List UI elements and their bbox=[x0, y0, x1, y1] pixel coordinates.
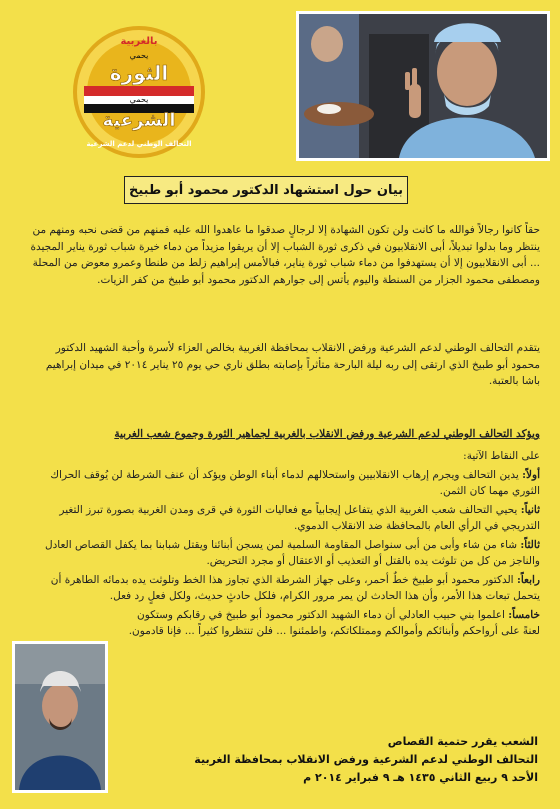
point-5 bbox=[28, 607, 540, 640]
point-2-label: ثانياً: bbox=[520, 503, 540, 516]
statement-title-box bbox=[124, 176, 408, 204]
paragraph-3 bbox=[28, 426, 540, 443]
paragraph-2: يتقدم التحالف الوطني لدعم الشرعية ورفض الانقلاب بمحافظة الغربية بخالص العزاء لأسرة وأحبة الشهيد الدكتور محمود أبو طبيخ الذي ارتقى إلى ربه ليلة البارحة متأثراً بإصابته بطلق ناري حي يوم ٢٥ يناير ٢٠١٤ في ميدان إبراهيم باشا بالعتبة. bbox=[45, 342, 540, 387]
points-list bbox=[28, 448, 540, 642]
logo-line2-small: يحمي bbox=[129, 95, 149, 104]
point-3 bbox=[28, 537, 540, 570]
signature-block bbox=[194, 733, 538, 787]
paragraph-3-text: ويؤكد التحالف الوطني لدعم الشرعية ورفض الانقلاب بالغربية لجماهير الثورة وجموع شعب الغربية bbox=[114, 428, 540, 440]
point-1-label: أولاً: bbox=[522, 468, 540, 481]
logo-ring-text: التحالف الوطني لدعم الشرعية bbox=[86, 140, 192, 148]
signature-line-1: الشعب يقرر حتمية القصاص bbox=[387, 735, 538, 748]
signature-date: الأحد ٩ ربيع الثاني ١٤٣٥ هـ ٩ فبراير ٢٠١٤ م bbox=[303, 771, 538, 784]
doctor-photo-top-image bbox=[299, 14, 547, 158]
point-4 bbox=[28, 572, 540, 605]
point-2 bbox=[28, 502, 540, 535]
point-2-text: يحيي التحالف شعب الغربية الذي يتفاعل إيجابياً مع فعاليات الثورة في قرى ومدن الغربية بصورة تبرز التغير التدريجي في الرأي العام بالمحافظة ضد الانقلاب الدموي. bbox=[59, 503, 540, 532]
point-5-label: خامساً: bbox=[508, 608, 540, 621]
points-intro: على النقاط الآتية: bbox=[463, 450, 540, 462]
signature-line-2: التحالف الوطني لدعم الشرعية ورفض الانقلاب بمحافظة الغربية bbox=[194, 753, 538, 766]
point-1 bbox=[28, 467, 540, 500]
point-1-text: يدين التحالف ويجرم إرهاب الانقلابيين واستحلالهم لدماء أبناء الوطن ويؤكد أن عنف الشرطة لن يُوقف الحراك الثوري مهما كان الثمن. bbox=[50, 468, 540, 497]
point-4-text: الدكتور محمود أبو طبيخ خطٌ أحمر، وعلى جهاز الشرطة الذي تجاوز هذا الخط وتلوثت يده بدمائه الطاهرة أن يتحمل تبعات هذا الأمر، وأن هذا الحادث لن يمر مرور الكرام، فلكل حادثٍ حديث، ولكل فعلٍ رد فعل. bbox=[50, 573, 540, 602]
statement-title: بيان حول استشهاد الدكتور محمود أبو طبيخ bbox=[128, 182, 404, 198]
logo-line1-small: يحمي bbox=[129, 51, 149, 60]
doctor-photo-bottom-image bbox=[15, 644, 105, 790]
point-4-label: رابعاً: bbox=[516, 573, 540, 586]
logo-line2-big: الشرعية bbox=[102, 110, 176, 131]
alliance-logo bbox=[70, 22, 208, 162]
point-5-text: اعلموا بني حبيب العادلي أن دماء الشهيد الدكتور محمود أبو طبيخ في رقابكم وستكون لعنةً على أرواحكم وأبنائكم وأموالكم وممتلكاتكم، واطمئنوا ... فلن تنتظروا كثيراً ... فإنا قادمون. bbox=[128, 608, 540, 637]
logo-top-text: بالغربية bbox=[120, 36, 158, 47]
doctor-photo-top bbox=[296, 11, 550, 161]
logo-line1-big: الثورة bbox=[109, 61, 169, 85]
point-3-label: ثالثاً: bbox=[520, 538, 540, 551]
paragraph-1: حقاً كانوا رجالاً فوالله ما كانت ولن تكون الشهادة إلا لرجالٍ صدقوا ما عاهدوا الله عليه فمنهم من قضى نحبه ومنهم من ينتظر وما بدلوا تبديلاً، أبى الانقلابيون في ذكرى ثورة الشباب إلا أن يريقوا مزيداً من دماء خيرة شباب ثورة يناير المجيدة ... أبى الانقلابيون إلا أن يستهدفوا من دماء شباب ثورة يناير، فبالأمس إبراهيم زلط من طنطا وعمرو معوض من المحلة ومصطفى محمود الجزار من السنطة واليوم يأتس إلى جوارهم الدكتور محمود أبو طبيخ من كفر الزيات. bbox=[30, 224, 540, 286]
point-3-text: شاء من شاء وأبى من أبى سنواصل المقاومة السلمية لمن يسجن أبنائنا ويقتل شبابنا بما يكفل القصاص العادل والناجز من كل من تلوثت يده بالقتل أو التعذيب أو الاعتقال أو مجرد التحريض. bbox=[44, 538, 540, 567]
doctor-photo-bottom bbox=[12, 641, 108, 793]
